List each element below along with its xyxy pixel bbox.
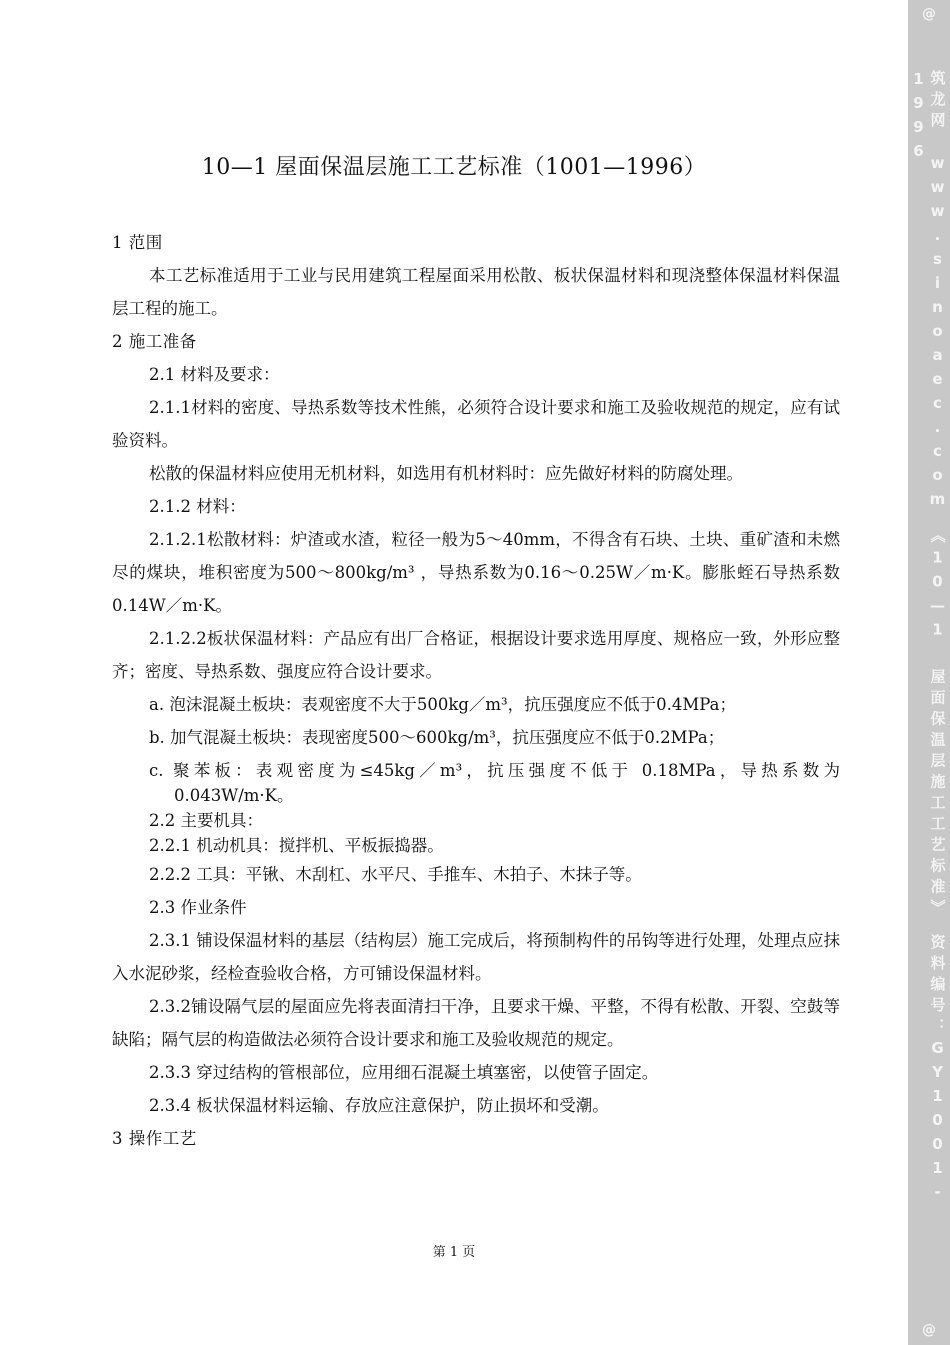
paragraph: 2.3 作业条件 <box>149 898 247 917</box>
paragraph: 本工艺标准适用于工业与民用建筑工程屋面采用松散、板状保温材料和现浇整体保温材料保温层工程的施工。 <box>112 266 840 318</box>
paragraph: 1 范围 <box>112 233 163 252</box>
paragraph: a. 泡沫混凝土板块：表观密度不大于500kg／m³，抗压强度应不低于0.4MPa； <box>149 695 736 714</box>
page-number: 第 1 页 <box>432 1245 476 1260</box>
paragraph: 2.3.4 板状保温材料运输、存放应注意保护，防止损坏和受潮。 <box>149 1096 609 1115</box>
paragraph: 2.1.1材料的密度、导热系数等技术性熊，必须符合设计要求和施工及验收规范的规定，应有试验资料。 <box>112 398 840 450</box>
watermark-sidebar <box>908 0 950 1345</box>
paragraph: 2.2 主要机具： <box>149 811 263 830</box>
paragraph: 2.1.2.1松散材料：炉渣或水渣，粒径一般为5～40mm，不得含有石块、土块、重矿渣和未燃尽的煤块，堆积密度为500～800kg/m³ ，导热系数为0.16～0.25W／m·K。膨胀蛭石导热系数0.14W／m·K。 <box>112 530 840 615</box>
document-body <box>112 226 840 1155</box>
paragraph: 松散的保温材料应使用无机材料，如选用有机材料时：应先做好材料的防腐处理。 <box>149 464 743 483</box>
paragraph: 2.3.1 铺设保温材料的基层（结构层）施工完成后，将预制构件的吊钩等进行处理，处理点应抹入水泥砂浆，经检查验收合格，方可铺设保温材料。 <box>112 931 840 983</box>
paragraph: 2.1.2.2板状保温材料：产品应有出厂合格证，根据设计要求选用厚度、规格应一致，外形应整齐；密度、导热系数、强度应符合设计要求。 <box>112 629 840 681</box>
paragraph: 2.3.3 穿过结构的管根部位，应用细石混凝土填塞密，以使管子固定。 <box>149 1063 659 1082</box>
paragraph: 2.3.2铺设隔气层的屋面应先将表面清扫干净，且要求干燥、平整，不得有松散、开裂、空鼓等缺陷；隔气层的构造做法必须符合设计要求和施工及验收规范的规定。 <box>112 997 840 1049</box>
sidebar-at-bottom: @ <box>922 1322 936 1338</box>
paragraph: 2.1.2 材料： <box>149 497 246 516</box>
paragraph: 2.1 材料及要求： <box>149 365 280 384</box>
document-title: 10—1 屋面保温层施工工艺标准（1001—1996） <box>201 155 707 180</box>
sidebar-at-top: @ <box>922 6 936 22</box>
paragraph: 2.2.2 工具：平锹、木刮杠、水平尺、手推车、木拍子、木抹子等。 <box>149 865 642 884</box>
paragraph: 3 操作工艺 <box>112 1129 197 1148</box>
sidebar-watermark-text: 筑龙网 www.sinoaec.com 《10—1 屋面保温层施工工艺标准》 资料编号：GY1001-1996 <box>909 70 947 1207</box>
paragraph: b. 加气混凝土板块：表现密度500～600kg/m³，抗压强度应不低于0.2MPa； <box>149 728 725 747</box>
paragraph: c. 聚苯板：表观密度为≤45kg／m³，抗压强度不低于 0.18MPa，导热系数为0.043W/m·K。 <box>149 761 840 805</box>
paragraph: 2.2.1 机动机具：搅拌机、平板振捣器。 <box>149 836 444 855</box>
paragraph: 2 施工准备 <box>112 332 197 351</box>
